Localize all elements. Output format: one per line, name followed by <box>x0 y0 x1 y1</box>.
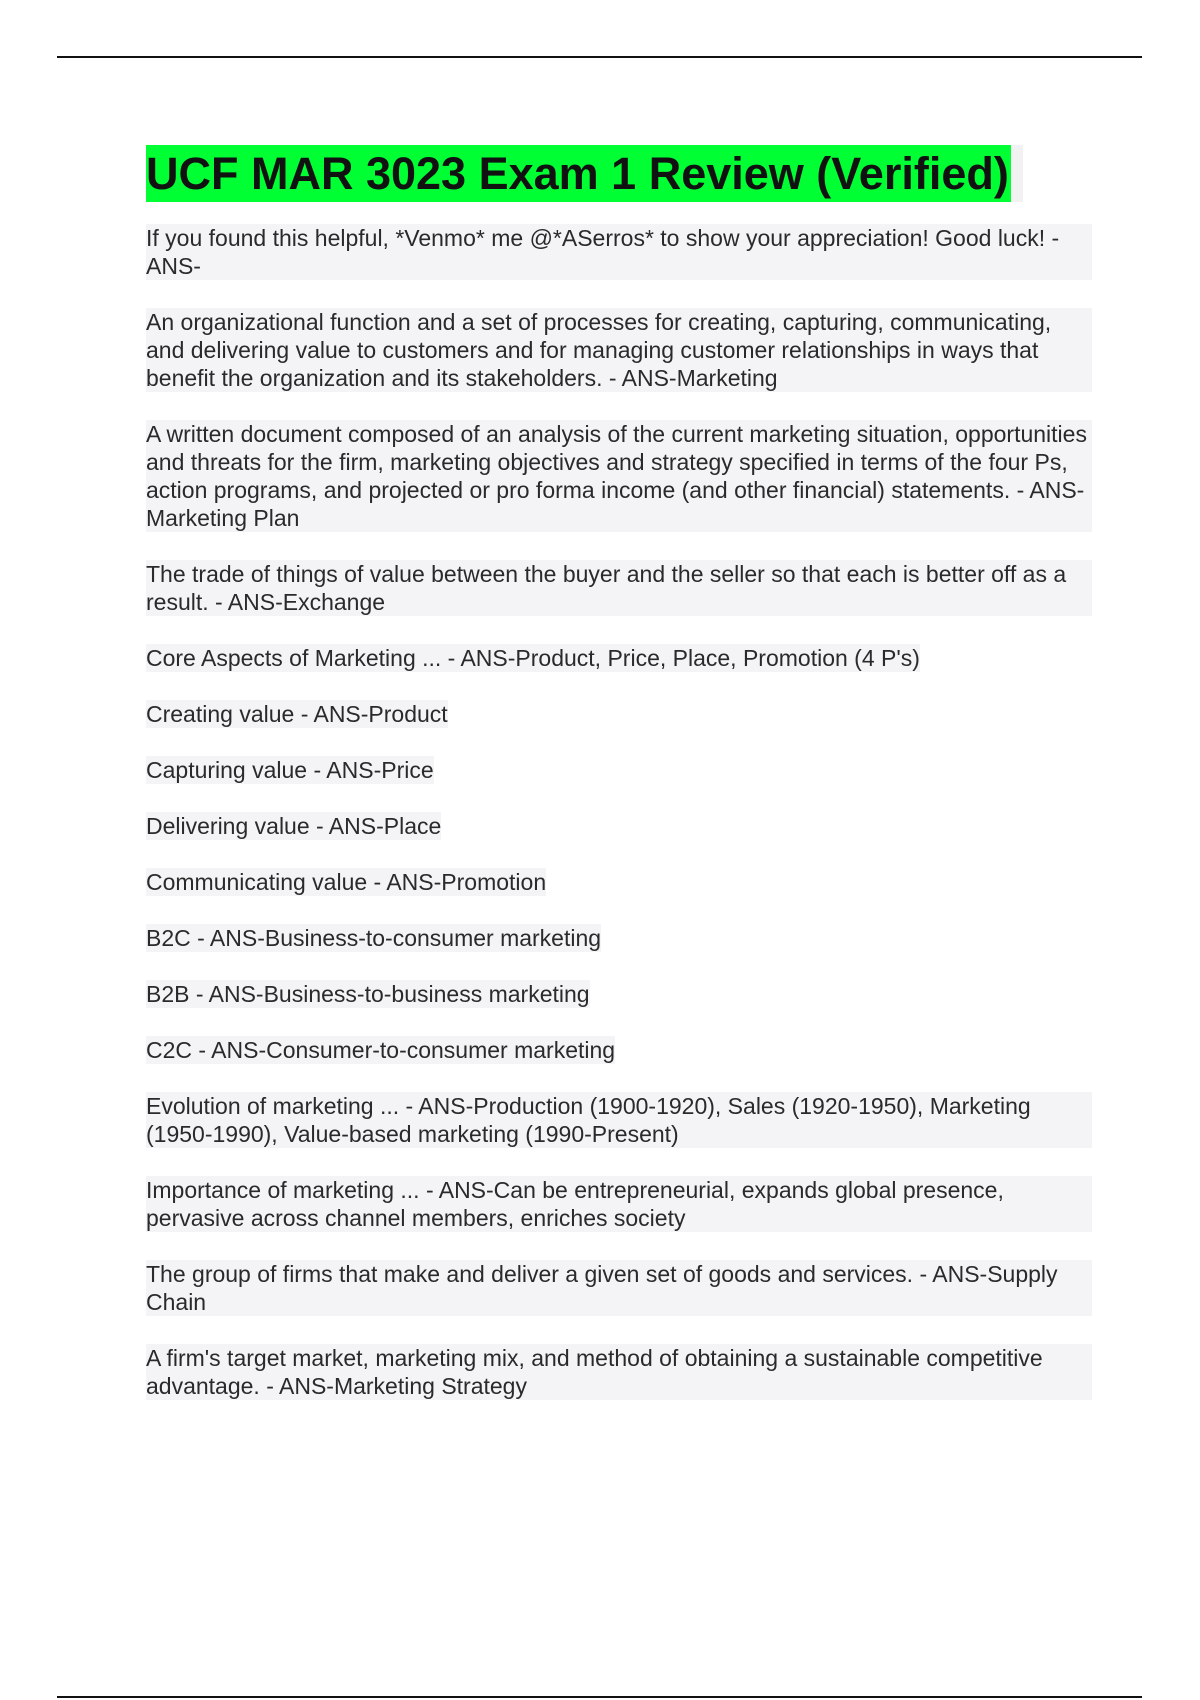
list-item: Evolution of marketing ... - ANS-Production (1900-1920), Sales (1920-1950), Marketing (1950-1990), Value-based marketing (1990-Present) <box>146 1092 1092 1148</box>
qa-list <box>146 224 1092 1400</box>
list-item: Communicating value - ANS-Promotion <box>146 869 547 895</box>
list-item: B2B - ANS-Business-to-business marketing <box>146 981 590 1007</box>
list-item: Delivering value - ANS-Place <box>146 813 442 839</box>
document-title: UCF MAR 3023 Exam 1 Review (Verified) <box>146 145 1011 202</box>
bottom-divider <box>57 1696 1142 1698</box>
list-item: B2C - ANS-Business-to-consumer marketing <box>146 925 602 951</box>
list-item: If you found this helpful, *Venmo* me @*ASerros* to show your appreciation! Good luck! - ANS- <box>146 224 1092 280</box>
top-divider <box>57 56 1142 58</box>
list-item: An organizational function and a set of processes for creating, capturing, communicating, and delivering value to customers and for managing customer relationships in ways that benefit the organization and its stakeholders. - ANS-Marketing <box>146 308 1092 392</box>
document-body <box>146 145 1092 1428</box>
title-block <box>146 145 1023 202</box>
list-item: Core Aspects of Marketing ... - ANS-Product, Price, Place, Promotion (4 P's) <box>146 645 920 671</box>
list-item: The trade of things of value between the buyer and the seller so that each is better off as a result. - ANS-Exchange <box>146 560 1092 616</box>
list-item: Capturing value - ANS-Price <box>146 757 434 783</box>
list-item: A firm's target market, marketing mix, and method of obtaining a sustainable competitive advantage. - ANS-Marketing Strategy <box>146 1344 1092 1400</box>
list-item: Creating value - ANS-Product <box>146 701 448 727</box>
list-item: The group of firms that make and deliver a given set of goods and services. - ANS-Supply Chain <box>146 1260 1092 1316</box>
list-item: A written document composed of an analysis of the current marketing situation, opportunities and threats for the firm, marketing objectives and strategy specified in terms of the four Ps, action programs, and projected or pro forma income (and other financial) statements. - ANS-Marketing Plan <box>146 420 1092 532</box>
list-item: C2C - ANS-Consumer-to-consumer marketing <box>146 1037 616 1063</box>
list-item: Importance of marketing ... - ANS-Can be entrepreneurial, expands global presence, pervasive across channel members, enriches society <box>146 1176 1092 1232</box>
